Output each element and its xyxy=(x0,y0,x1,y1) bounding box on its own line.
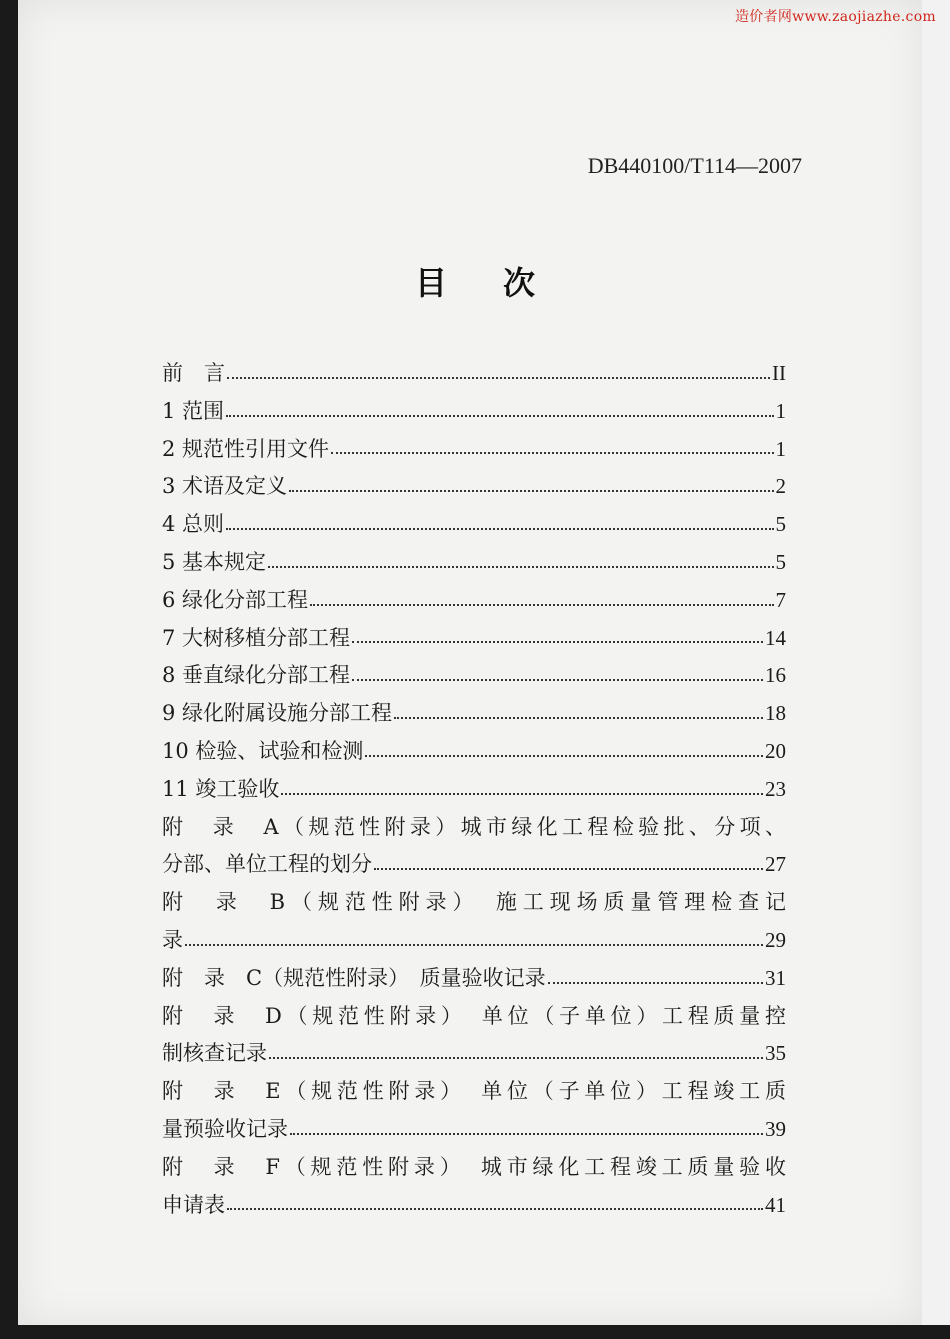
toc-entry[interactable] xyxy=(162,657,786,695)
toc-entry-page: 23 xyxy=(765,776,786,801)
leader-dots xyxy=(268,566,773,568)
appendix-label-line1: 附 录 D（规范性附录） 单位（子单位）工程质量控 xyxy=(162,1003,786,1028)
toc-entry-label: 4 总则 xyxy=(162,512,225,537)
toc-entry-page: 20 xyxy=(765,738,786,763)
toc-entry-page: 2 xyxy=(775,474,786,499)
toc-entry-page: 5 xyxy=(775,549,786,574)
toc-entry[interactable] xyxy=(162,393,786,431)
toc-entry-label: 11 竣工验收 xyxy=(162,776,280,801)
leader-dots xyxy=(227,1208,763,1210)
appendix-page: 29 xyxy=(765,927,786,952)
toc-entry-label: 3 术语及定义 xyxy=(162,474,288,499)
appendix-label-line2: 分部、单位工程的划分 xyxy=(162,852,372,877)
toc-entry[interactable] xyxy=(162,544,786,582)
toc-entry-label: 9 绿化附属设施分部工程 xyxy=(162,701,393,726)
appendix-page: 39 xyxy=(765,1116,786,1141)
appendix-page: 41 xyxy=(765,1192,786,1217)
toc-entry[interactable] xyxy=(162,582,786,620)
appendix-entry[interactable] xyxy=(162,1149,786,1187)
toc-entry[interactable] xyxy=(162,468,786,506)
scan-border xyxy=(0,1325,950,1339)
toc-title: 目次 xyxy=(414,264,591,302)
toc-entry[interactable] xyxy=(162,506,786,544)
appendix-label-line1: 附 录 B（规范性附录） 施工现场质量管理检查记 xyxy=(162,890,786,915)
leader-dots xyxy=(374,868,763,870)
leader-dots xyxy=(226,415,773,417)
toc-entry-label: 前 言 xyxy=(162,361,225,385)
appendix-label-line2: 申请表 xyxy=(162,1192,225,1217)
appendix-entry-cont[interactable] xyxy=(162,1111,786,1149)
appendix-label-line1: 附 录 A（规范性附录）城市绿化工程检验批、分项、 xyxy=(162,814,786,839)
leader-dots xyxy=(548,982,763,984)
leader-dots xyxy=(365,755,763,757)
appendix-label-line2: 量预验收记录 xyxy=(162,1116,288,1141)
toc-entry[interactable] xyxy=(162,355,786,393)
leader-dots xyxy=(310,604,773,606)
appendix-entry[interactable] xyxy=(162,1073,786,1111)
toc-entry-page: 7 xyxy=(775,587,786,612)
leader-dots xyxy=(281,793,763,795)
page-edge xyxy=(922,0,950,1339)
leader-dots xyxy=(394,717,763,719)
appendix-entry[interactable] xyxy=(162,884,786,922)
leader-dots xyxy=(290,1133,763,1135)
toc-entry[interactable] xyxy=(162,771,786,809)
appendix-label-line1: 附 录 F（规范性附录） 城市绿化工程竣工质量验收 xyxy=(162,1154,786,1179)
toc-entry[interactable] xyxy=(162,733,786,771)
appendix-entry-cont[interactable] xyxy=(162,1187,786,1225)
toc-entry-page: 5 xyxy=(775,512,786,537)
toc-entry-page: II xyxy=(772,361,786,385)
leader-dots xyxy=(269,1057,763,1059)
appendix-label-line1: 附 录 E（规范性附录） 单位（子单位）工程竣工质 xyxy=(162,1079,786,1104)
appendix-entry[interactable] xyxy=(162,809,786,847)
watermark-text: 造价者网www.zaojiazhe.com xyxy=(734,9,936,25)
leader-dots xyxy=(226,528,773,530)
toc-entry-page: 18 xyxy=(765,701,786,726)
toc-entry-label: 8 垂直绿化分部工程 xyxy=(162,663,351,688)
appendix-label-line1: 附 录 C（规范性附录） 质量验收记录 xyxy=(162,965,546,990)
toc-entry-label: 10 检验、试验和检测 xyxy=(162,738,364,763)
leader-dots xyxy=(331,452,773,454)
appendix-label-line2: 制核查记录 xyxy=(162,1041,267,1066)
toc-entry-label: 5 基本规定 xyxy=(162,549,267,574)
appendix-entry[interactable] xyxy=(162,960,786,998)
leader-dots xyxy=(289,490,773,492)
toc-entry-page: 1 xyxy=(775,436,786,461)
appendix-page: 31 xyxy=(765,965,786,990)
toc-entry-label: 6 绿化分部工程 xyxy=(162,587,309,612)
toc-entry-page: 16 xyxy=(765,663,786,688)
leader-dots xyxy=(352,679,763,681)
toc-entry[interactable] xyxy=(162,620,786,658)
leader-dots xyxy=(352,641,763,643)
appendix-label-line2: 录 xyxy=(162,927,183,952)
toc-entry-label: 2 规范性引用文件 xyxy=(162,436,330,461)
appendix-entry-cont[interactable] xyxy=(162,846,786,884)
appendix-entry-cont[interactable] xyxy=(162,922,786,960)
leader-dots xyxy=(185,944,763,946)
table-of-contents xyxy=(162,355,786,1224)
toc-entry-label: 7 大树移植分部工程 xyxy=(162,625,351,650)
leader-dots xyxy=(227,377,770,379)
standard-code: DB440100/T114—2007 xyxy=(587,153,802,178)
appendix-entry[interactable] xyxy=(162,998,786,1036)
appendix-entry-cont[interactable] xyxy=(162,1035,786,1073)
toc-entry-page: 14 xyxy=(765,625,786,650)
toc-entry-label: 1 范围 xyxy=(162,398,225,423)
appendix-page: 27 xyxy=(765,852,786,877)
appendix-page: 35 xyxy=(765,1041,786,1066)
toc-entry[interactable] xyxy=(162,431,786,469)
toc-entry-page: 1 xyxy=(775,398,786,423)
toc-entry[interactable] xyxy=(162,695,786,733)
